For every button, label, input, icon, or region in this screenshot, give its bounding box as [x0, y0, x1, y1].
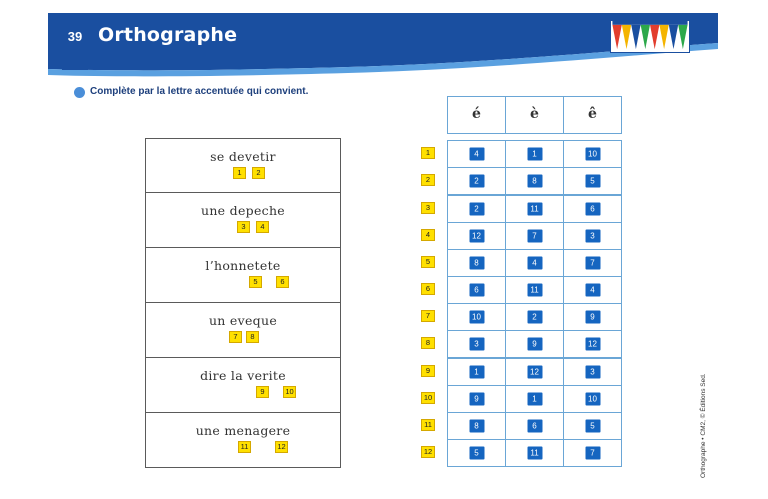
grid-row — [447, 358, 622, 385]
number-badge: 5 — [585, 174, 600, 187]
number-badge: 11 — [527, 283, 542, 296]
grid-row-divider — [447, 385, 622, 386]
number-badge: 1 — [527, 147, 542, 160]
grid-cell — [448, 385, 505, 412]
word-text: un eveque — [208, 313, 278, 328]
word-cards — [145, 138, 341, 468]
grid-cell — [563, 249, 621, 276]
grid-cell — [563, 195, 621, 222]
row-number-badge: 6 — [421, 283, 435, 295]
word-card — [145, 193, 341, 248]
letter-badge: 6 — [276, 276, 289, 288]
row-number-badge: 3 — [421, 202, 435, 214]
grid-row — [447, 195, 622, 222]
grid-cell — [563, 439, 621, 466]
grid-cell — [505, 412, 563, 439]
number-badge: 8 — [469, 419, 484, 432]
number-badge: 10 — [585, 147, 600, 160]
copyright-credit: Orthographe • CM2, © Éditions Sed. — [700, 373, 707, 478]
grid-row-divider — [447, 439, 622, 440]
number-badge: 7 — [585, 446, 600, 459]
instruction-bullet-icon — [74, 87, 85, 98]
grid-cell — [563, 358, 621, 385]
publisher-logo — [610, 20, 690, 53]
letter-badge: 8 — [246, 331, 259, 343]
number-badge: 4 — [527, 256, 542, 269]
word-text: une depeche — [200, 203, 286, 218]
number-badge: 8 — [469, 256, 484, 269]
grid-cell — [563, 385, 621, 412]
grid-cell — [563, 140, 621, 167]
grid-cell — [448, 412, 505, 439]
word-card — [145, 358, 341, 413]
grid-row — [447, 249, 622, 276]
grid-cell — [563, 222, 621, 249]
grid-group-top-border — [447, 303, 622, 304]
row-number-badge: 11 — [421, 419, 435, 431]
grid-cell — [505, 249, 563, 276]
grid-row — [447, 222, 622, 249]
grid-cell — [563, 276, 621, 303]
grid-cell — [448, 195, 505, 222]
number-badge: 6 — [469, 283, 484, 296]
grid-row — [447, 167, 622, 194]
letter-badge: 7 — [229, 331, 242, 343]
grid-group-top-border — [447, 140, 622, 141]
number-badge: 3 — [469, 337, 484, 350]
grid-row — [447, 303, 622, 330]
letter-badge: 12 — [275, 441, 288, 453]
row-number-badge: 9 — [421, 365, 435, 377]
grid-group-bottom-border — [447, 466, 622, 467]
number-badge: 3 — [585, 365, 600, 378]
row-number-badge: 4 — [421, 229, 435, 241]
grid-row-divider — [447, 330, 622, 331]
grid-cell — [505, 195, 563, 222]
grid-cell — [505, 439, 563, 466]
row-number-badge: 1 — [421, 147, 435, 159]
number-badge: 1 — [469, 365, 484, 378]
number-badge: 11 — [527, 202, 542, 215]
grid-cell — [448, 140, 505, 167]
grid-cell — [505, 385, 563, 412]
header-e-circumflex: ê — [563, 97, 621, 133]
grid-cell — [563, 167, 621, 194]
number-badge: 8 — [527, 174, 542, 187]
number-badge: 2 — [469, 174, 484, 187]
grid-cell — [448, 249, 505, 276]
instruction-text: Complète par la lettre accentuée qui convient. — [90, 86, 309, 97]
header-e-grave: è — [505, 97, 563, 133]
grid-row — [447, 439, 622, 466]
grid-row-divider — [447, 276, 622, 277]
number-badge: 5 — [469, 446, 484, 459]
page-title: Orthographe — [98, 24, 238, 46]
number-badge: 6 — [585, 202, 600, 215]
number-badge: 7 — [527, 229, 542, 242]
word-text: dire la verite — [200, 368, 286, 383]
grid-cell — [505, 222, 563, 249]
grid-cell — [448, 276, 505, 303]
grid-group-top-border — [447, 195, 622, 196]
grid-group-top-border — [447, 412, 622, 413]
number-badge: 2 — [527, 310, 542, 323]
number-badge: 1 — [527, 392, 542, 405]
number-badge: 4 — [585, 283, 600, 296]
grid-cell — [563, 330, 621, 357]
grid-row — [447, 385, 622, 412]
grid-row — [447, 412, 622, 439]
grid-cell — [563, 303, 621, 330]
grid-cell — [505, 167, 563, 194]
number-badge: 9 — [585, 310, 600, 323]
letter-badge: 1 — [233, 167, 246, 179]
header-e-acute: é — [472, 106, 481, 122]
grid-row-divider — [447, 167, 622, 168]
page-number: 39 — [62, 15, 88, 70]
grid-cell — [505, 303, 563, 330]
grid-row-divider — [447, 222, 622, 223]
grid-cell — [448, 358, 505, 385]
word-card — [145, 413, 341, 468]
row-number-badge: 8 — [421, 337, 435, 349]
number-badge: 7 — [585, 256, 600, 269]
grid-cell — [505, 140, 563, 167]
number-badge: 10 — [469, 310, 484, 323]
letter-badge: 11 — [238, 441, 251, 453]
word-text: une menagere — [195, 423, 291, 438]
grid-group-top-border — [447, 249, 622, 250]
number-badge: 12 — [469, 229, 484, 242]
grid-cell — [448, 330, 505, 357]
grid-cell — [563, 412, 621, 439]
letter-badge: 9 — [256, 386, 269, 398]
row-number-badge: 5 — [421, 256, 435, 268]
word-card — [145, 138, 341, 193]
number-badge: 12 — [585, 337, 600, 350]
row-number-badge: 10 — [421, 392, 435, 404]
grid-cell — [448, 222, 505, 249]
word-card — [145, 248, 341, 303]
number-badge: 11 — [527, 446, 542, 459]
accent-header-row — [447, 96, 622, 134]
row-number-badge: 2 — [421, 174, 435, 186]
number-badge: 4 — [469, 147, 484, 160]
grid-cell — [505, 330, 563, 357]
word-text: se devetir — [210, 149, 276, 164]
row-number-badge: 12 — [421, 446, 435, 458]
grid-row — [447, 330, 622, 357]
number-badge: 5 — [585, 419, 600, 432]
grid-cell — [505, 276, 563, 303]
grid-cell — [505, 358, 563, 385]
grid-row — [447, 276, 622, 303]
word-text: l’honnetete — [205, 258, 281, 273]
letter-badge: 5 — [249, 276, 262, 288]
number-badge: 10 — [585, 392, 600, 405]
grid-cell — [448, 439, 505, 466]
letter-badge: 4 — [256, 221, 269, 233]
letter-badge: 3 — [237, 221, 250, 233]
grid-group-top-border — [447, 358, 622, 359]
letter-badge: 10 — [283, 386, 296, 398]
number-badge: 9 — [469, 392, 484, 405]
row-number-badge: 7 — [421, 310, 435, 322]
number-badge: 9 — [527, 337, 542, 350]
number-badge: 12 — [527, 365, 542, 378]
grid-row — [447, 140, 622, 167]
grid-cell — [448, 167, 505, 194]
grid-cell — [448, 303, 505, 330]
number-badge: 2 — [469, 202, 484, 215]
letter-badge: 2 — [252, 167, 265, 179]
number-badge: 3 — [585, 229, 600, 242]
number-badge: 6 — [527, 419, 542, 432]
word-card — [145, 303, 341, 358]
